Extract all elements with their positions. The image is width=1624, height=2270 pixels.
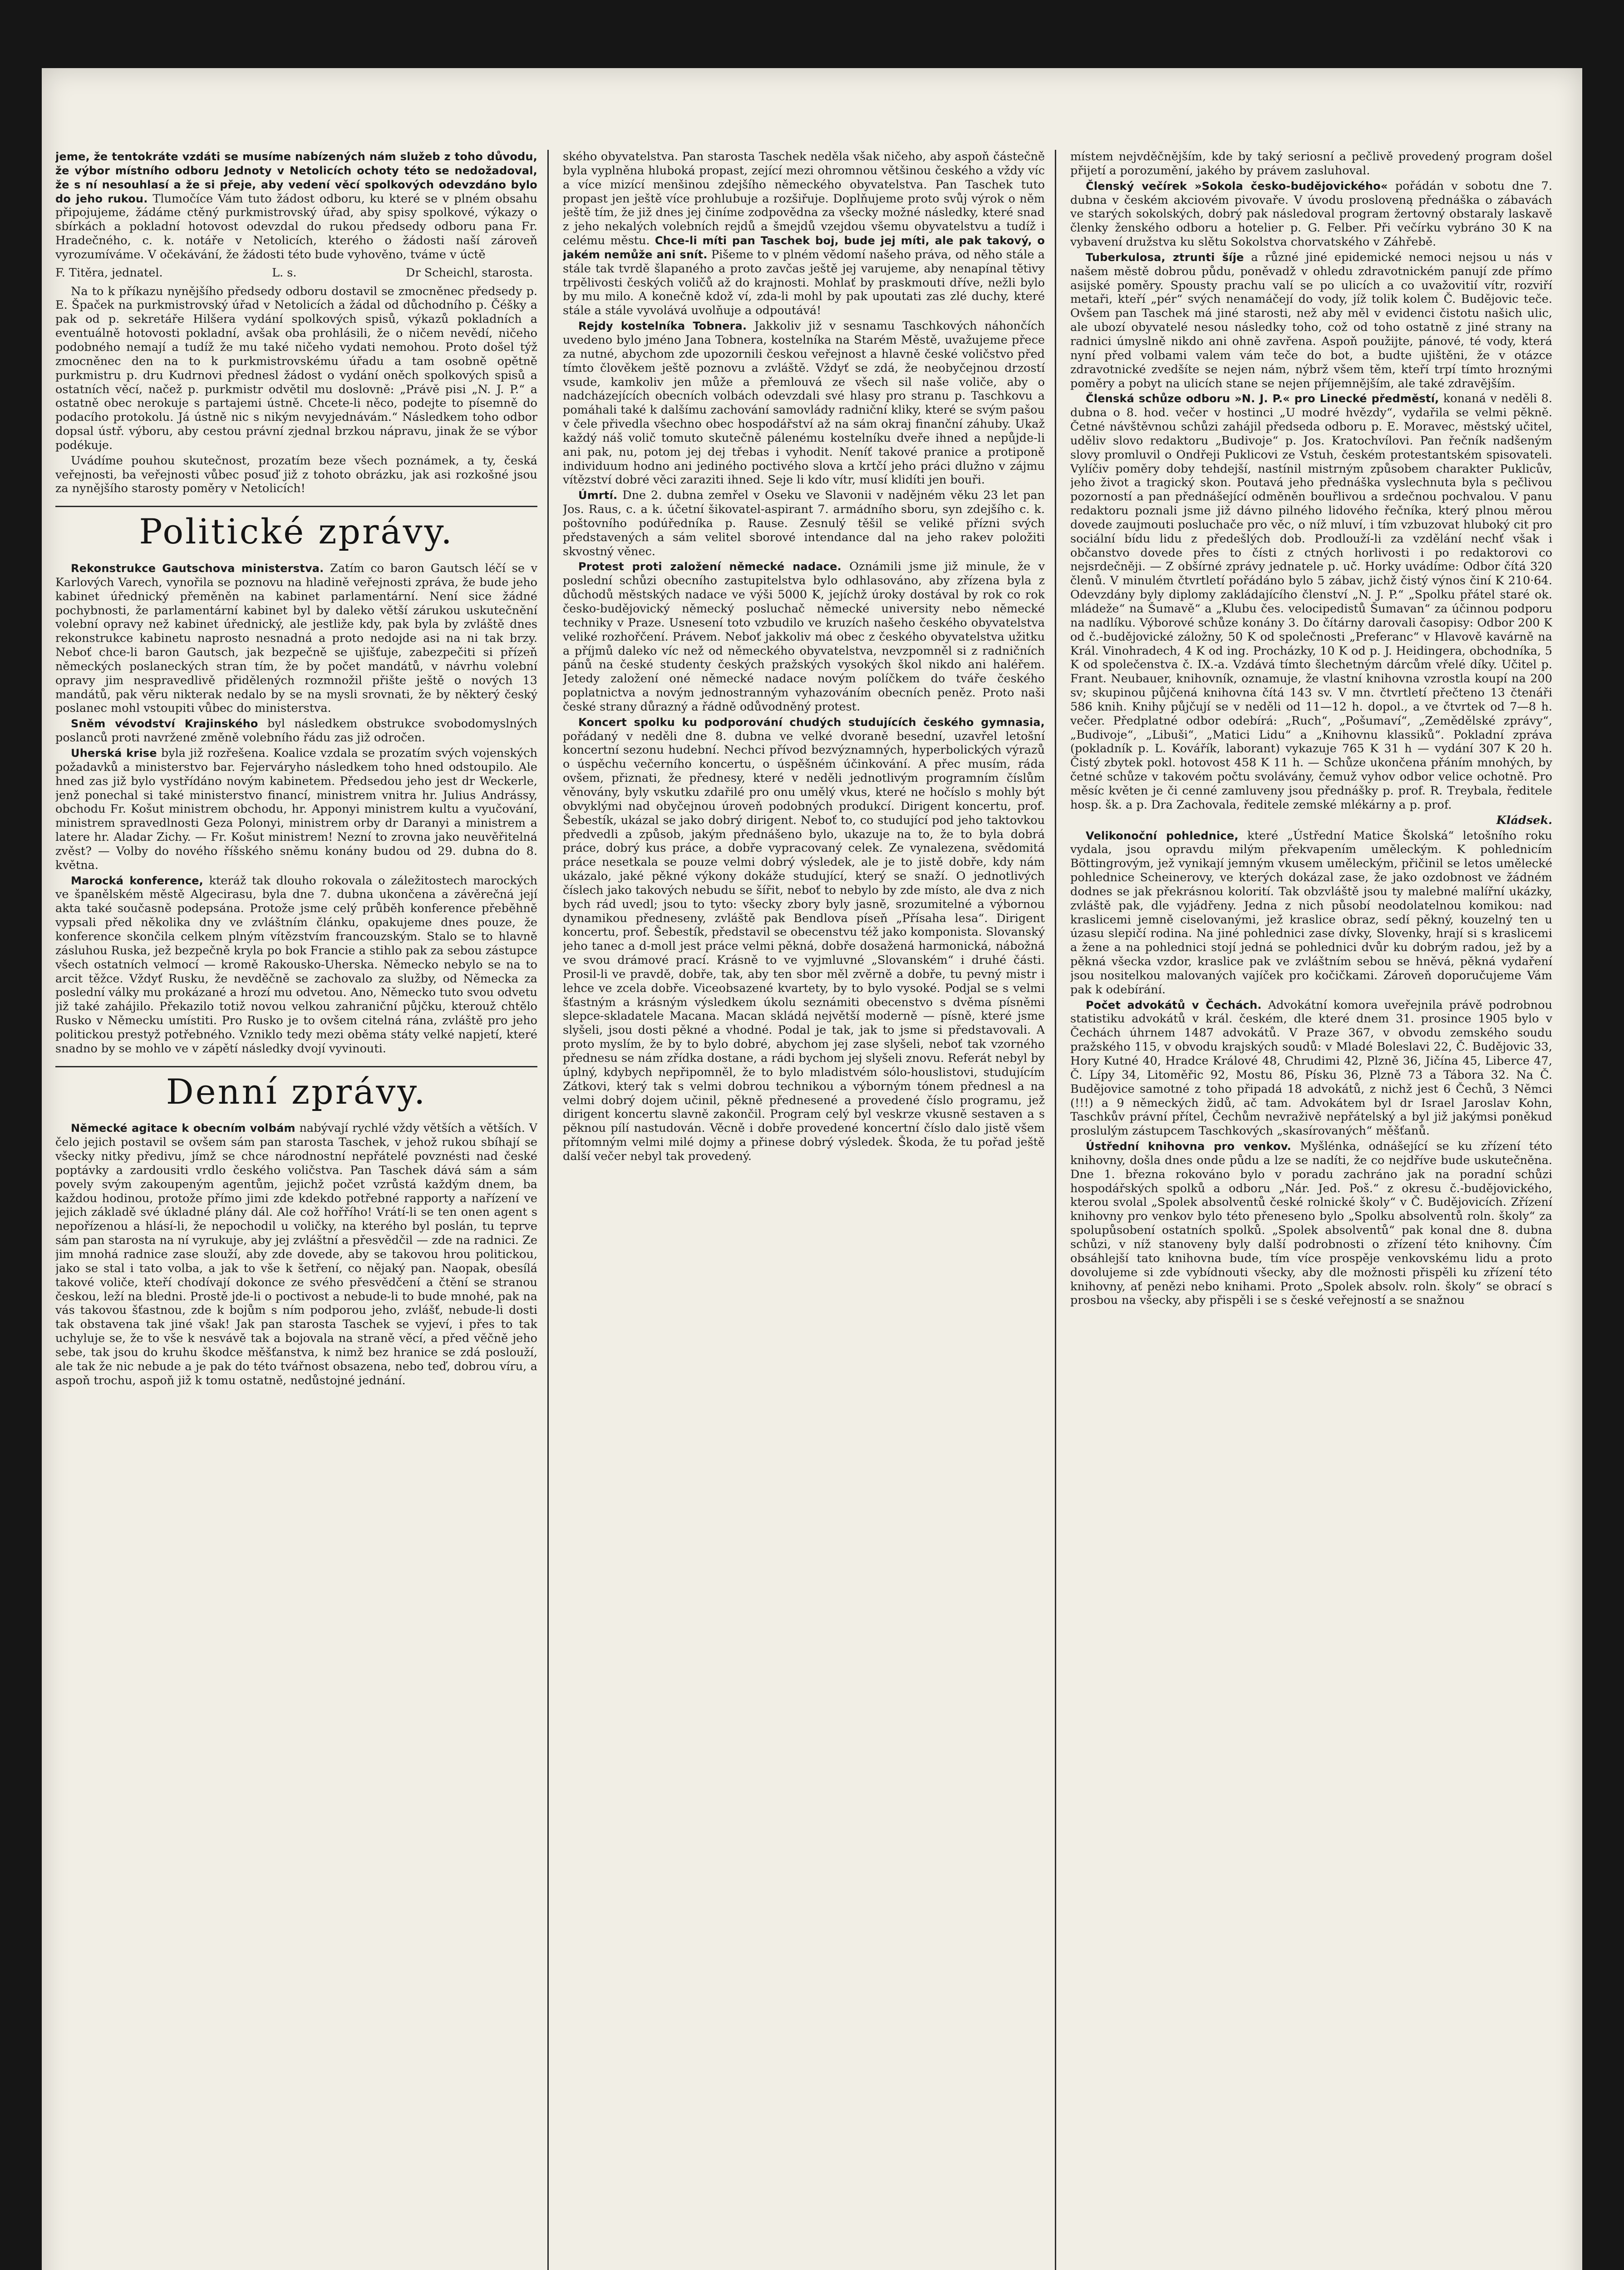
news-body: a různé jiné epidemické nemoci nejsou u nás v našem městě dobrou půdu, poněvadž v ohledu zdravotnickém panují zde přímo asijské poměry. Spousty prachu valí se po ulicích a co uvažovitií vítr, rozviří metaři, kteří „pér“ svých nenamáčejí do vody, jíž tolik kolem Č. Budějovic teče. Ovšem pan Taschek má jiné starosti, než aby měl v evidenci čistotu našich ulic, ale ubozí obyvatelé nesou následky toho, což od toho ostatně z jiné strany na radnici úmyslně nikdo ani ohně zavřena. Aspoň použijte, pánové, té vody, která nyní před volbami valem vám teče do bot, a budte ujištěni, že v otázce zdravotnické zvedšíte se nejen nám, nýbrž všem těm, kteří trpí tímto hroznými poměry a pobyt na ulicích stane se nejen příjemnějším, ale také zdravějším. (1070, 250, 1552, 390)
column-rule (1055, 150, 1056, 2270)
signature-secretary: F. Titěra, jednatel. (55, 266, 163, 280)
emphasis-text: Chce-li míti pan Taschek boj, bude jej míti, ale pak takový, o jakém nemůže ani snít. (563, 234, 1045, 261)
news-body: Jakkoliv již v sesnamu Taschkových náhončích uvedeno bylo jméno Jana Tobnera, kostelníka na Starém Městě, uvažujeme přece za nutné, abychom zde upozornili českou veřejnost a hlavně české voličstvo před tímto člověkem ještě poznovu a zvláště. Vždyť se zdá, že neobyčejnou drzostí vsude, kamkoliv jen může a přemlouvá ze všech sil naše voliče, aby o nadcházejících obecních volbách odevzdali své hlasy pro stranu p. Taschkovu a pomáhali také k dalšímu zachování samovlády radniční kliky, které se svým pašou v čele přivedla všechno obec hospodářství až na sám okraj finanční záhuby. Ukaž každý náš volič tomuto skutečně pálenému kostelníku dveře ihned a nepůjde-li ani pak, nu, potom jej dej třebas i vyhodit. Neníť takové pranice a protiponě individuum hodno ani jediného poctivého slova a krtčí jeho práci dlužno v zájmu vítězství dobré věci zaraziti ihned. Seje li kdo vítr, musí klidíti jen bouři. (563, 319, 1045, 487)
news-item (55, 874, 537, 1056)
news-item (1070, 1140, 1552, 1308)
news-headline: Velikonoční pohlednice, (1086, 829, 1239, 842)
news-body: Advokátní komora uveřejnila právě podrobnou statistiku advokátů v král. českém, dle které dnem 31. prosince 1905 bylo v Čechách úhrnem 1487 advokátů. V Praze 367, v obvodu zemského soudu pražského 115, v obvodu krajských soudů: v Mladé Boleslavi 22, Č. Budějovic 33, Hory Kutné 40, Hradce Králové 48, Chrudimi 42, Plzně 36, Jičína 45, Liberce 47, Č. Lípy 34, Litoměřic 92, Mostu 86, Písku 36, Plzně 73 a Tábora 32. Na Č. Budějovice samotné z toho připadá 18 advokátů, z nichž jest 6 Čechů, 3 Němci (!!!) a 9 německých židů, ač tam. Advokátem byl dr Israel Jaroslav Kohn, Taschkův právní přítel, Čechům nevraživě nepřátelský a byl již jakýmsi poněkud proslulým zástupcem Taschkových „skasírovaných“ měšťanů. (1070, 998, 1552, 1138)
intro-runin: jeme, že tentokráte vzdáti se musíme nabízených nám služeb z toho důvodu, že výbor místního odboru Jednoty v Netolicích ochoty této se nedožadoval, že s ní nesouhlasí a že si přeje, aby vedení věcí spolkových odevzdáno bylo do jeho rukou. (55, 150, 537, 205)
news-body: byla již rozřešena. Koalice vzdala se prozatím svých vojenských požadavků a ministerstvo bar. Fejerváryho následkem toho hned odstoupilo. Ale hned zas již bylo vystřídáno novým kabinetem. Předsedou jeho jest dr Weckerle, jenž ponechal si také ministerstvo financí, ministrem vnitra hr. Julius Andrássy, obchodu Fr. Košut ministrem obchodu, hr. Apponyi ministrem kultu a vyučování, ministrem spravedlnosti Geza Polonyi, ministrem orby dr Daranyi a ministrem a latere hr. Aladar Zichy. — Fr. Košut ministrem! Nezní to zrovna jako neuvěřitelná zvěst? — Volby do nového říšského sněmu konány budou od 29. dubna do 8. května. (55, 746, 537, 872)
news-headline: Německé agitace k obecním volbám (71, 1122, 295, 1135)
article-paragraph (563, 150, 1045, 318)
section-rule (55, 506, 537, 507)
news-body: Zatím co baron Gautsch léčí se v Karlových Varech, vynořila se poznovu na hladině veřejnosti zpráva, že bude jeho kabinet úřednický přeměněn na kabinet parlamentární. Není sice žádné pochybnosti, že parlamentární kabinet byl by daleko větší zárukou uskutečnění volební opravy než kabinet úřednický, ale jestliže kdy, pak byla by zvláště dnes rekonstrukce kabinetu naprosto nesnadná a proto nedojde asi na ni tak brzy. Neboť chce-li baron Gautsch, jak bezpečně se ujišťuje, zabezpečiti si přízeň německých poslaneckých stran tím, že by počet mandátů, v návrhu volební opravy jim nespravedlivě přidělených rozmnožil přište ještě o nových 13 mandátů, pak věru nikterak nedalo by se na mysli srovnati, že by některý český poslanec mohl vstoupiti vůbec do ministerstva. (55, 562, 537, 716)
news-item (55, 717, 537, 745)
article-paragraph: Uvádíme pouhou skutečnost, prozatím beze všech poznámek, a ty, česká veřejnosti, ba veřejnosti vůbec posuď již z tohoto obrázku, jak asi rozkošné jsou za nynějšího starosty poměry v Netolicích! (55, 454, 537, 496)
news-item (563, 319, 1045, 487)
news-body: nabývají rychlé vždy větších a větších. V čelo jejich postavil se ovšem sám pan starosta Taschek, v jehož rukou sbíhají se všecky nitky předivu, jímž se chce národnostní nepřátelé povznésti nad české poptávky a zardousiti vrdlo českého voličstva. Pan Taschek dává sám a sám povely svým zakoupeným agentům, jejichž počet vzrůstá každým dnem, ba každou hodinou, protože přímo jimi zde kdekdo potřebné rapporty a nařízení ve jejich základě své úkladné plány dál. Ale což hořřího! Vrátí-li se ten onen agent s nepořízenou a hlásí-li, že nepochodil u voličky, na kterého byl poslán, tu teprve sám pan starosta na ní vyrukuje, aby jej zvláštní a přesvědčil — zde na radnici. Ze jim mnohá radnice zase slouží, aby zde dovede, aby se takovou hrou politickou, jako se stal i tato volba, a jak to vše k šetření, co nějaký pan. Naopak, obesílá takové voliče, kteří chodívají dokonce ze svého přesvědčení a čtění se stranou českou, leží na bledni. Prostě jde-li o poctivost a nebude-li to bude mnohé, pak na vás takovou šťastnou, zde k bojům s ním podporou jeho, zvlášť, nebude-li dosti tak obstavena tak jiné však! Jak pan starosta Taschek se vyjeví, i přes to tak uchyluje se, že to vše k nesvávě tak a bojovala na straně věcí, a před věčně jeho sebe, tak jsou do kruhu škodce měšťanstva, k nimž bez hranice se zdá poslouží, ale tak že nic nebude a je pak do této tvářnost obsazena, nebo teď, dobrou víru, a aspoň trochu, aspoň již k tomu ostatně, nedůstojné jednání. (55, 1121, 537, 1387)
news-body: kteráž tak dlouho rokovala o záležitostech marockých ve španělském městě Algecirasu, byla dne 7. dubna ukončena a závěrečná její akta také současně podepsána. Protože jsme celý průběh konference přeběhně vypsali před několika dny ve zvláštním článku, opakujeme dnes pouze, že konference skončila celkem plným vítězstvím francouzským. Stalo se to hlavně zásluhou Ruska, jež bezpečně kryla po bok Francie a stihlo pak za sebou zástupce všech ostatních velmocí — kromě Rakousko-Uherska. Německo nebylo se na to arcit těžce. Vždyť Rusku, že nevděčně se zachovalo za služby, od Německa za poslední války mu prokázané a hrozí mu odvetou. Ano, Německo tuto svou odvetu již také zahájilo. Překazilo totiž novou velkou zahraniční půjčku, kterouž chtělo Rusko v Německu umístiti. Pro Rusko je to ovšem citelná rána, zvláště pro jeho politickou prestyž potřebného. Vzniklo tedy mezi oběma státy velké napjetí, které snadno by se mohlo ve v zápětí následky dvojí vyvinouti. (55, 873, 537, 1056)
news-headline: Členský večírek »Sokola česko-budějovického« (1086, 179, 1388, 192)
column-2 (563, 150, 1045, 2270)
news-headline: Protest proti založení německé nadace. (578, 560, 842, 573)
section-title-daily: Denní zprávy. (166, 1071, 427, 1112)
news-item (1070, 829, 1552, 997)
news-headline: Ústřední knihovna pro venkov. (1086, 1140, 1291, 1153)
news-body: ského obyvatelstva. Pan starosta Taschek neděla však ničeho, aby aspoň částečně byla vyplněna hluboká propast, zející mezi ohromnou většinou českého a vždy víc a více mizící menšinou zdejšího německého obyvatelstva. Pan Taschek tuto propast jen ještě více prohlubuje a rozšiřuje. Doplňujeme proto svůj výrok o něm ještě tím, že již dnes jej činíme zodpovědna za všecky možné následky, které snad z jeho nekalých volebních rejdů a šmejdů vzejdou všemu obyvatelstvu a tudíž i celému městu. (563, 150, 1045, 248)
news-headline: Marocká konference, (71, 874, 203, 887)
news-item (55, 746, 537, 873)
signature-chairman: Dr Scheichl, starosta. (406, 266, 533, 280)
column-1 (55, 150, 537, 2270)
news-body: Dne 2. dubna zemřel v Oseku ve Slavonii v nadějném věku 23 let pan Jos. Raus, c. a k. účetní šikovatel-aspirant 7. armádního sboru, syn zdejšího c. k. poštovního podúředníka p. Rause. Zesnulý těšil se veliké přízni svých představených a sám velitel sborové intendance dal na jeho rakev položiti skvostný věnec. (563, 489, 1045, 558)
news-headline: Koncert spolku ku podporování chudých studujících českého gymnasia, (578, 716, 1045, 729)
news-body: pořádaný v neděli dne 8. dubna ve velké dvoraně besední, uzavřel letošní koncertní sezonu hudební. Nechci přívod bezvýznamných, hyperbolických výrazů o úspěchu večerního koncertu, o úspěšném účinkování. A přec musím, ráda ovšem, přiznati, že přednesy, které v neděli jednotlivým programním číslům věnovány, byly vskutku zdařilé pro onu umělý vkus, které ne hočíslo s mohly být obvyklými nad obyčejnou úroveň podobných produkcí. Dirigent koncertu, prof. Šebestík, ukázal se jako dobrý dirigent. Neboť to, co studující pod jeho taktovkou předvedli a způsob, jakým přednášeno bylo, ukazuje na to, že to byla dobrá práce, dobrý kus práce, a dobře vypracovaný celek. Ze vynalezena, svědomitá práce nesetkala se pouze velmi dobrý výsledek, ale je to jistě dobře, kdy nám ukázalo, jaké pěkné výkony dokáže studující, který se snaží. O jednotlivých číslech jako takových nebudu se šířit, neboť to nebylo by zde místo, ale dva z nich bych rád uvedl; jsou to tyto: všecky zbory byly jasně, srozumitelné a výbornou dynamikou předneseny, zvláště pak Bendlova píseň „Přísaha lesa“. Dirigent koncertu, prof. Šebestík, představil se obecenstvu též jako komponista. Slovanský jeho tanec a d-moll jest práce velmi pěkná, dobře dosažená harmonická, nábožná ve svou drámové prací. Krásně to ve vyjmluvné „Slovanském“ i druhé části. Prosil-li ve pravdě, dobře, tak, aby ten sbor měl zvěrně a dobře, tu pevný mistr i lehce ve zcela dobře. Viceobsazené kvartety, by to bylo vysoké. Podjal se s velmi šťastným a krásným výsledkem úkolu seznámiti obecenstvo s dvěma písněmi slepce-skladatele Macana. Macan skládá největší moderně — písně, které jsme slyšeli, jsou dosti pěkné a vhodné. Podal je tak, jak to jsme si představovali. A proto myslím, že by to bylo dobré, abychom jej zase slyšeli, neboť tak vzorného přednesu se nám zřídka dostane, a rádi bychom jej slyšeli znovu. Referát nebyl by úplný, kdybych nepřipomněl, že to bylo mladistvém sólo-houslistovi, studujícím Zátkovi, který tak s velmi dobrou technikou a výborným tónem přednesl a na velmi dobrý dojem učinil, pěkně přednesené a provedené číslo programu, jež dirigent koncertu slavně zakončil. Program celý byl veskrze vkusně sestaven a s pěknou pílí nastudován. Věcně i dobře provedené koncertní číslo dalo jistě všem přítomným velmi milé dojmy a přinese dobrý výsledek. (563, 729, 1045, 1150)
news-item (563, 489, 1045, 558)
news-body: Myšlénka, odnášející se ku zřízení této knihovny, došla dnes onde půdu a lze se nadíti, že co nejdříve bude uskutečněna. Dne 1. března rokováno bylo v poradu zachráno jak na poradní schůzi hospodářských spolků a odboru „Nár. Jed. Poš.“ z okresu č.-budějovického, kterou svolal „Spolek absolventů české rolnické školy“ v Č. Budějovicích. Zřízení knihovny pro venkov bylo této přeneseno bylo „Spolku absolventů roln. školy“ za spolupůsobení ostatních spolků. „Spolek absolventů“ pak konal dne 8. dubna schůzi, v níž stanoveny byly další podrobnosti o zřízení této knihovny. Čím obsáhlejší tato knihovna bude, tím více prospěje venkovskému lidu a proto dovolujeme si zde vybídnouti všecky, aby dle možnosti přispěli ku zřízení této knihovny, ať penězi nebo knihami. Proto „Spolek absolv. roln. školy“ se obrací s prosbou na všecky, aby přispěli i se s české veřejností a se snažnou (1070, 1140, 1552, 1308)
news-headline: Rejdy kostelníka Tobnera. (578, 320, 747, 333)
news-item (563, 716, 1045, 1164)
news-body: konaná v neděli 8. dubna o 8. hod. večer v hostinci „U modré hvězdy“, vydařila se velmi pěkně. Četné návštěvnou schůzi zahájil předseda odboru p. E. Moravec, městský učitel, uděliv slovo redaktoru „Budivoje“ p. Jos. Kratochvílovi. Pan řečník nadšeným slovy promluvil o Ondřeji Puklicovi ze Vstuh, českém protestantském spisovateli. Vylíčiv poměry doby tehdejší, nastínil mistrným způsobem charakter Puklicův, jeho život a tragický skon. Poutavá jeho přednáška vyslechnuta byla s pečlivou pozorností a pan přednášející odměněn bouřlivou a srdečnou pochvalou. V panu redaktoru poznali jsme již dávno pilného lidového řečníka, který plnou měrou dovede zaujmouti posluchače pro věc, o níž mluví, i tím vzbuzovat hluboký cit pro sociální bídu lidu z předešlých dob. Prodlouží-li za vzdělání nechť však i občanstvo dovede přes to čísti z ctných horlivosti i po redaktorovi co nejsrdečněji. — Z obšírné zprávy jednatele p. uč. Horky uvádíme: Odbor čítá 320 členů. V minulém čtvrtletí pořádáno bylo 5 zábav, jichž čistý výnos činí K 210·64. Odevzdány byly diplomy zakládajícího členství „N. J. P.“ „Spolku přátel staré ok. mládeže“ na Šumavě“ a „Klubu čes. velocipedistů Šumavan“ za účinnou podporu na nadlíku. Výborové schůze konány 3. Do čítárny darovali časopisy: Odbor 200 K od č.-budějovické záložny, 50 K od společnosti „Preferanc“ v Hlavově kavárně na Král. Vinohradech, 4 K od ing. Procházky, 10 K od p. J. Heidingera, obchodníka, 5 K od společenstva č. IX.-a. Vzdává tímto šlechetným dárcům vřelé díky. Učitel p. Frant. Neubauer, knihovník, oznamuje, že vlastní knihovna vzrostla koupí na 200 sv; skupinou půjčená knihovna čítá 143 sv. V mn. čtvrtletí přečteno 13 čtenáři 586 knih. Knihy půjčují se v neděli od 11—12 h. dopol., a ve čtvrtek od 7—8 h. večer. Předplatné odbor odebírá: „Ruch“, „Pošumaví“, „Zemědělské zprávy“, „Budivoje“, „Libuši“, „Matici Lidu“ a „Knihovnu klassiků“. Pokladní zpráva (pokladník p. L. Kovářík, laborant) vykazuje 765 K 31 h — vydání 307 K 20 h. Čistý zbytek pokl. hotovost 458 K 11 h. — Schůze ukončena přáním mnohých, by četné schůze v takovém počtu svolávány, čemuž vyhov odbor velice ochotně. Pro měsíc květen je či cenné zamluveny jsou přednášky p. prof. R. Treybala, ředitele hosp. šk. a p. Dra Zachovala, ředitele zemské mlékárny a p. prof. (1070, 392, 1552, 812)
news-item (1070, 392, 1552, 812)
news-item (55, 1121, 537, 1387)
news-headline: Uherská krise (71, 747, 157, 760)
news-headline: Rekonstrukce Gautschova ministerstva. (71, 562, 324, 575)
article-paragraph: Na to k příkazu nynějšího předsedy odboru dostavil se zmocněnec předsedy p. E. Špaček na purkmistrovský úřad v Netolicích a žádal od důchodního p. Čéšky a pak od p. sekretáře Hilšera vydání spolkových spisů, výkazů pokladních a eventuálně hotovosti pokladní, avšak oba prohlásili, že o ničem nevědí, ničeho podobného nemají a tudíž že mu také ničeho vydati nemohou. Proto došel týž zmocněnec den na to k purkmistrovskému úřadu a tam osobně opětně purkmistru p. dru Kudrnovi přednesl žádost o vydání oněch spolkových spisů a ostatních věcí, načež p. purkmistr odvětil mu doslovně: „Právě pisi „N. J. P.“ a ostatně obec nerokuje s partajemi ústně. Chcete-li něco, podejte to písemně do podacího protokolu. Já ústně nic s nikým nevyjednávám.“ Následkem toho odbor dopsal ústř. výboru, aby cestou právní zjednal brzkou nápravu, jinak že se výbor podékuje. (55, 284, 537, 452)
news-body: které „Ústřední Matice Školská“ letošního roku vydala, jsou opravdu milým překvapením uměleckým. K pohlednicím Böttingrovým, jež vynikají jemným vkusem uměleckým, přičinil se letos umělecké pohlednice Scheinerovy, ve kterých dokázal zase, že jako ozdobnost ve žádném dodnes se jak překrásnou kolorití. Tak obzvláště jsou ty malebné malířní ukázky, zvláště pak, dle vyjádřeny. Jedna z nich působí neodolatelnou komikou: nad kraslicemi jemně ciselovanými, jež kraslice obraz, sedí pěkný, kouzelný ten u úzasu slepičí rodina. Na jiné pohlednici zase dívky, Slovenky, hrají si s kraslicemi a žene a na pohlednici stojí jedná se pohlednici dvůr ku dobrým radou, jež by a pěkná všecka vzdor, kraslice pak ve zvláštním sebou se hněvá, pěkná vydaření jsou nositelkou malovaných vajíček pro kočičkami. Zároveň doporučujeme Vám pak k odebírání. (1070, 829, 1552, 997)
intro-rest: Tlumočíce Vám tuto žádost odboru, ku které se v plném obsahu připojujeme, žádáme ctěný purkmistrovský úřad, aby spisy spolkové, výkazy o sbírkách a pokladní hotovost odevzdal do rukou předsedy odboru pana Fr. Hradečného, c. k. notáře v Netolicích, kterého o žádosti naší zároveň vyrozumíváme. V očekávání, že žádosti této bude vyhověno, tváme v úctě (55, 192, 537, 262)
signature-seal: L. s. (272, 266, 297, 280)
news-body: byl následkem obstrukce svobodomyslných poslanců proti navržené změně volebního řádu zas již odročen. (55, 717, 537, 745)
news-body: Oznámili jsme již minule, že v poslední schůzi obecního zastupitelstva bylo odhlasováno, aby zřízena byla z důchodů městských nadace ve výši 5000 K, jejíchž úroky dostával by rok co rok česko-budějovický německý posluchač německé university nebo německé techniky v Praze. Usnesení toto vzbudilo ve kruzích našeho českého obyvatelstva veliké rozhořčení. Právem. Neboť jakkoliv má obec z českého obyvatelstva užitku a příjmů daleko víc než od německého obyvatelstva, nevzpomněl si z radničních pánů na české studenty českých pražských vysokých škol nikdo ani haléřem. Jetedy založení oné německé nadace novým políčkem do tváře českého poplatnictva a novým jednostranným vyhazováním obecních peněz. Proto naši české strany důrazný a řádně odůvodněný protest. (563, 560, 1045, 714)
newspaper-page (42, 68, 1582, 2270)
news-item (1070, 251, 1552, 390)
news-body: Škoda, že tu pořad ještě další večer nebyl tak provedený. (563, 1135, 1045, 1163)
section-rule (55, 1066, 537, 1067)
column-rule (547, 150, 549, 2270)
news-headline: Úmrtí. (578, 489, 618, 502)
letter-signature (55, 263, 537, 285)
article-paragraph: místem nejvděčnějším, kde by taký seriosní a pečlivě provedený program došel přijetí a porozumění, jakého by právem zasluhoval. (1070, 150, 1552, 178)
news-item (1070, 998, 1552, 1138)
news-headline: Tuberkulosa, ztrunti šíje (1086, 251, 1244, 264)
news-headline: Sněm vévodství Krajinského (71, 717, 258, 730)
article-paragraph (55, 150, 537, 262)
news-headline: Počet advokátů v Čechách. (1086, 998, 1262, 1012)
news-item (1070, 179, 1552, 249)
section-title-political: Politické zprávy. (139, 511, 454, 552)
news-item (563, 560, 1045, 714)
news-body: pořádán v sobotu dne 7. dubna v českém akciovém pivovaře. V úvodu prosloveną přednáška o zábavách ve starých sokolských, dobrý pak následoval program žertovný obstaraly laskavě členky ženského odboru a hotelier p. G. Felber. Při večírku vybráno 30 K na vybavení družstva ku slětu Sokolstva chorvatského v Záhřebě. (1070, 179, 1552, 249)
news-item (55, 562, 537, 716)
column-3 (1070, 150, 1552, 2270)
news-headline: Členská schůze odboru »N. J. P.« pro Linecké předměstí, (1086, 392, 1439, 405)
author-signature: Kládsek. (1496, 813, 1552, 827)
news-body: Pišeme to v plném vědomí našeho práva, od něho stále a stále tak tvrdě šlapaného a proto zavčas ještě jej varujeme, aby nenapínal tětivy trpělivosti českých voličů až do krajnosti. Mohlať by praskmouti dříve, nežli bylo by mu milo. A konečně kdož ví, zda-li mohl by pak upoutati zas zlé duchy, které stále a stále vyvolává uvolňuje a odpoutává! (563, 247, 1045, 318)
